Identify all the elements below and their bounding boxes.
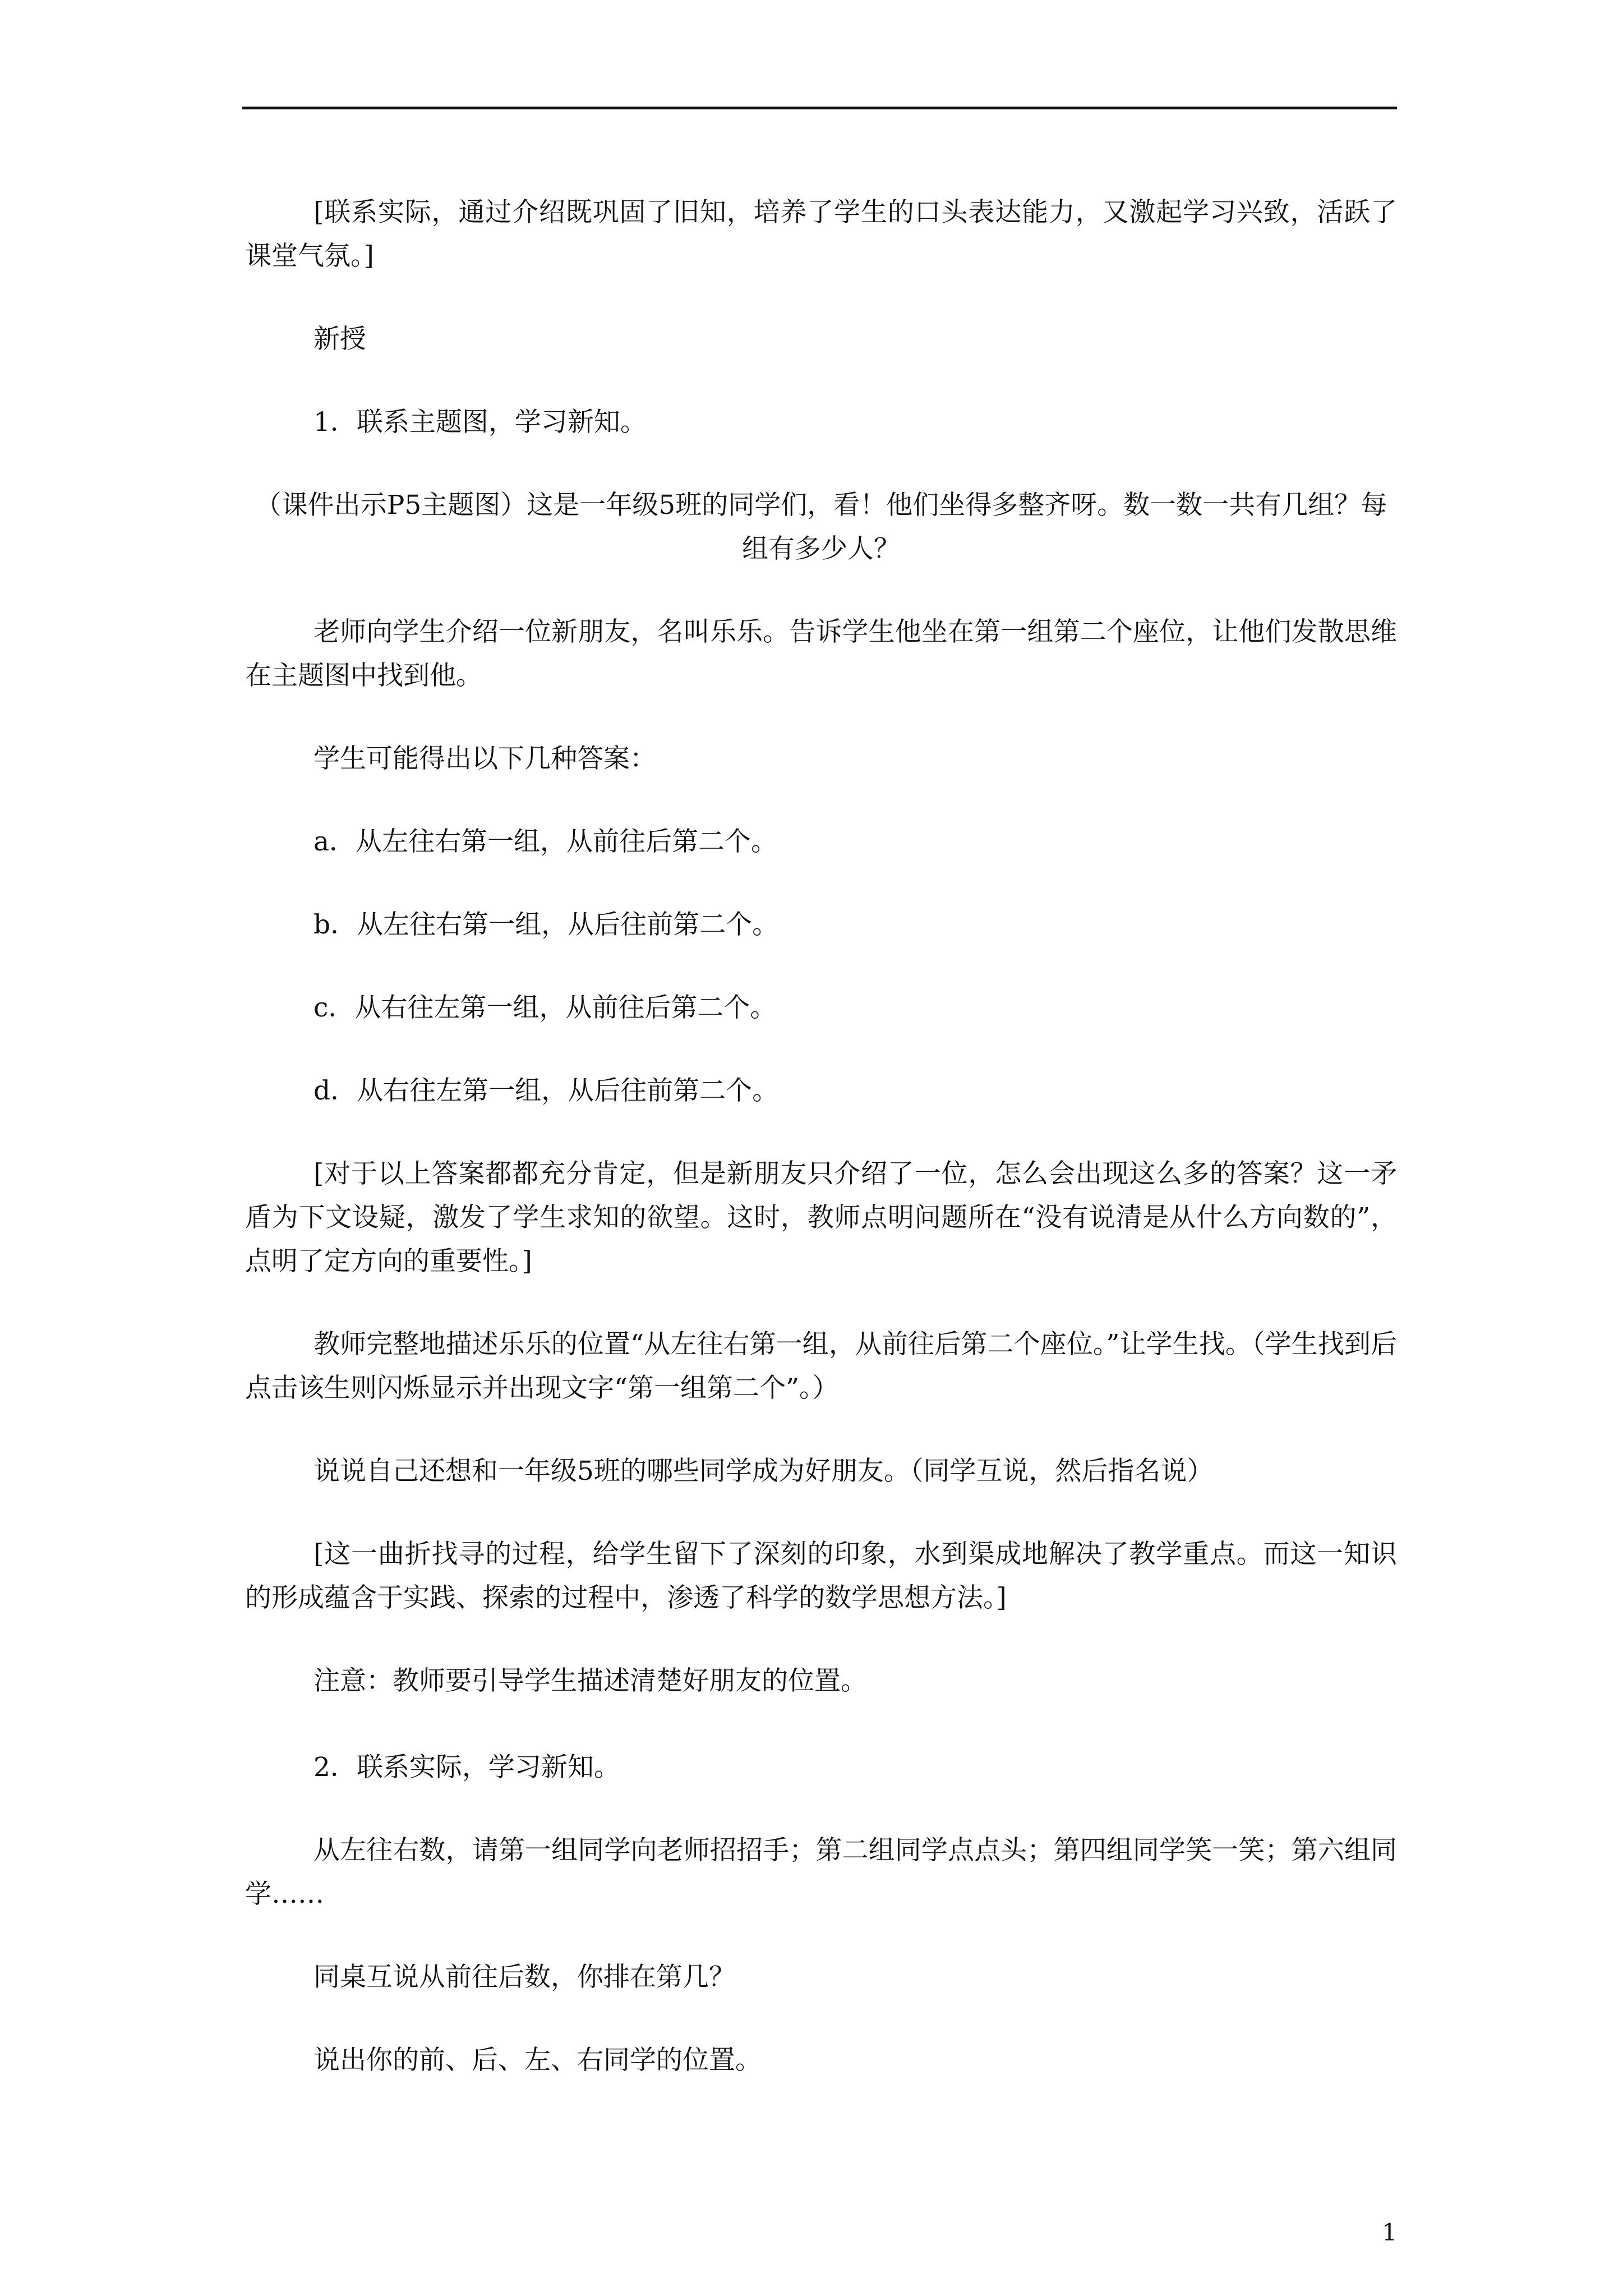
header-rule bbox=[242, 107, 1397, 109]
paragraph-commentary-process: [这一曲折找寻的过程，给学生留下了深刻的印象，水到渠成地解决了教学重点。而这一知识的形成蕴含于实践、探索的过程中，渗透了科学的数学思想方法。] bbox=[245, 1539, 1397, 1613]
answer-item-d: d．从右往左第一组，从后往前第二个。 bbox=[313, 1075, 779, 1106]
paragraph-summary-note: [联系实际，通过介绍既巩固了旧知，培养了学生的口头表达能力，又激起学习兴致，活跃了课堂气氛。] bbox=[245, 197, 1397, 272]
answer-item-a: a．从左往右第一组，从前往后第二个。 bbox=[313, 826, 778, 857]
step-1-heading: 1．联系主题图，学习新知。 bbox=[313, 407, 647, 438]
document-body bbox=[245, 191, 1397, 2122]
answer-item-b: b．从左往右第一组，从后往前第二个。 bbox=[313, 909, 779, 940]
paragraph-attention: 注意：教师要引导学生描述清楚好朋友的位置。 bbox=[313, 1665, 867, 1696]
paragraph-neighbors: 说出你的前、后、左、右同学的位置。 bbox=[313, 2045, 762, 2076]
paragraph-count-groups: 从左往右数，请第一组同学向老师招招手；第二组同学点点头；第四组同学笑一笑；第六组同学…… bbox=[245, 1835, 1397, 1910]
page-number: 1 bbox=[1382, 2219, 1397, 2246]
paragraph-make-friends: 说说自己还想和一年级5班的哪些同学成为好朋友。（同学互说，然后指名说） bbox=[313, 1456, 1214, 1487]
paragraph-courseware: （课件出示P5主题图）这是一年级5班的同学们，看！他们坐得多整齐呀。数一数一共有几组？每组有多少人？ bbox=[255, 490, 1387, 564]
section-heading-new-lesson: 新授 bbox=[313, 324, 366, 355]
answer-item-c: c．从右往左第一组，从前往后第二个。 bbox=[313, 992, 777, 1023]
paragraph-commentary-direction: [对于以上答案都都充分肯定，但是新朋友只介绍了一位，怎么会出现这么多的答案？这一矛盾为下文设疑，激发了学生求知的欲望。这时，教师点明问题所在“没有说清是从什么方向数的”，点明了定方向的重要性。] bbox=[245, 1158, 1397, 1277]
paragraph-teacher-describe: 教师完整地描述乐乐的位置“从左往右第一组，从前往后第二个座位。”让学生找。（学生找到后点击该生则闪烁显示并出现文字“第一组第二个”。） bbox=[245, 1329, 1397, 1404]
paragraph-introduce-friend: 老师向学生介绍一位新朋友，名叫乐乐。告诉学生他坐在第一组第二个座位，让他们发散思维在主题图中找到他。 bbox=[245, 616, 1397, 691]
paragraph-desk-mates: 同桌互说从前往后数，你排在第几？ bbox=[313, 1962, 735, 1993]
paragraph-possible-answers: 学生可能得出以下几种答案： bbox=[313, 743, 656, 774]
step-2-heading: 2．联系实际，学习新知。 bbox=[313, 1752, 620, 1783]
